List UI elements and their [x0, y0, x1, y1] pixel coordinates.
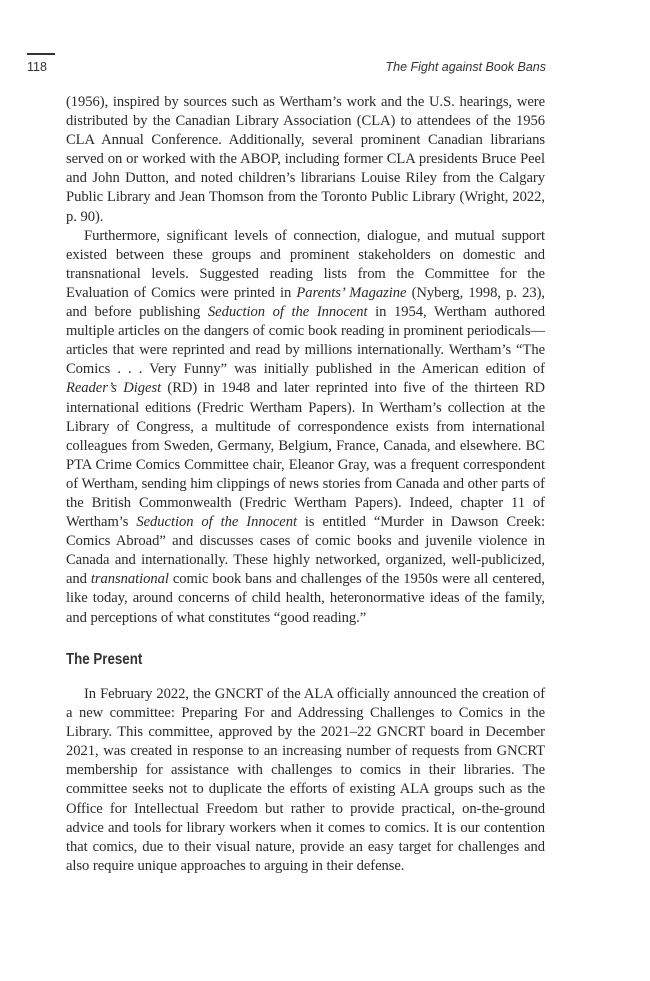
- italic-title: Reader’s Digest: [66, 380, 162, 397]
- paragraph-2-text: (Nyberg, 1998, p. 23), and before publishing: [66, 284, 545, 321]
- italic-title: Parents’ Magazine: [296, 284, 407, 301]
- italic-title: Seduction of the Innocent: [136, 514, 297, 531]
- section-body: [66, 685, 545, 876]
- page-number: 118: [27, 60, 47, 74]
- paragraph-2: [66, 227, 545, 628]
- paragraph-3-text: In February 2022, the GNCRT of the ALA officially announced the creation of a new committee: Preparing For and Addressing Challenges to Comics in the Library. This committee, approved by the 2021–22 GNCRT board in December 2021, was created in response to an increasing number of requests from GNCRT membership for assistance with challenges to comics in their libraries. The committee seeks not to duplicate the efforts of existing ALA groups such as the Office for Intellectual Freedom but rather to provide practical, on-the-ground advice and tools for library workers when it comes to comics. It is our contention that comics, due to their visual nature, provide an easy target for challenges and also require unique approaches to arguing in their defense.: [66, 686, 545, 874]
- paragraph-1: [66, 93, 545, 227]
- section-heading: The Present: [66, 651, 143, 668]
- paragraph-2-text: comic book bans and challenges of the 1950s were all centered, like today, around concerns of child health, heteronormative ideas of the family, and perceptions of what constitutes “good reading.”: [66, 571, 545, 626]
- paragraph-1-text: (1956), inspired by sources such as Wertham’s work and the U.S. hearings, were distributed by the Canadian Library Association (CLA) to attendees of the 1956 CLA Annual Conference. Additionally, several prominent Canadian librarians served on or worked with the ABOP, including former CLA presidents Bruce Peel and John Dutton, and noted children’s librarians Louise Riley from the Calgary Public Library and Jean Thomson from the Toronto Public Library (Wright, 2022, p. 90).: [66, 94, 545, 225]
- running-title: The Fight against Book Bans: [385, 60, 546, 74]
- header-rule: [27, 53, 55, 55]
- paragraph-3: [66, 685, 545, 876]
- paragraph-2-text: (RD) in 1948 and later reprinted into five of the thirteen RD international editions (Fredric Wertham Papers). In Wertham’s collection at the Library of Congress, a multitude of correspondence exists from international colleagues from Sweden, Germany, Belgium, France, Canada, and elsewhere. BC PTA Crime Comics Committee chair, Eleanor Gray, was a frequent correspondent of Wertham, sending him clippings of news stories from Canada and other parts of the British Commonwealth (Fredric Wertham Papers). Indeed, chapter 11 of Wertham’s: [66, 380, 545, 531]
- body-text: [66, 93, 545, 628]
- italic-title: Seduction of the Innocent: [207, 304, 368, 321]
- italic-term: transnational: [90, 571, 169, 588]
- paragraph-2-text: Furthermore, significant levels of connection, dialogue, and mutual support existed between these groups and prominent stakeholders on domestic and transnational levels. Suggested reading lists from the Committee for the Evaluation of Comics were printed in: [66, 227, 545, 301]
- paragraph-2-text: in 1954, Wertham authored multiple articles on the dangers of comic book reading in prominent periodicals—articles that were reprinted and read by millions internationally. Wertham’s “The Comics . . . Very Funny” was initially published in the American edition of: [66, 304, 546, 378]
- paragraph-2-text: is entitled “Murder in Dawson Creek: Comics Abroad” and discusses cases of comic books and juvenile violence in Canada and internationally. These highly networked, organized, well-publicized, and: [66, 514, 545, 588]
